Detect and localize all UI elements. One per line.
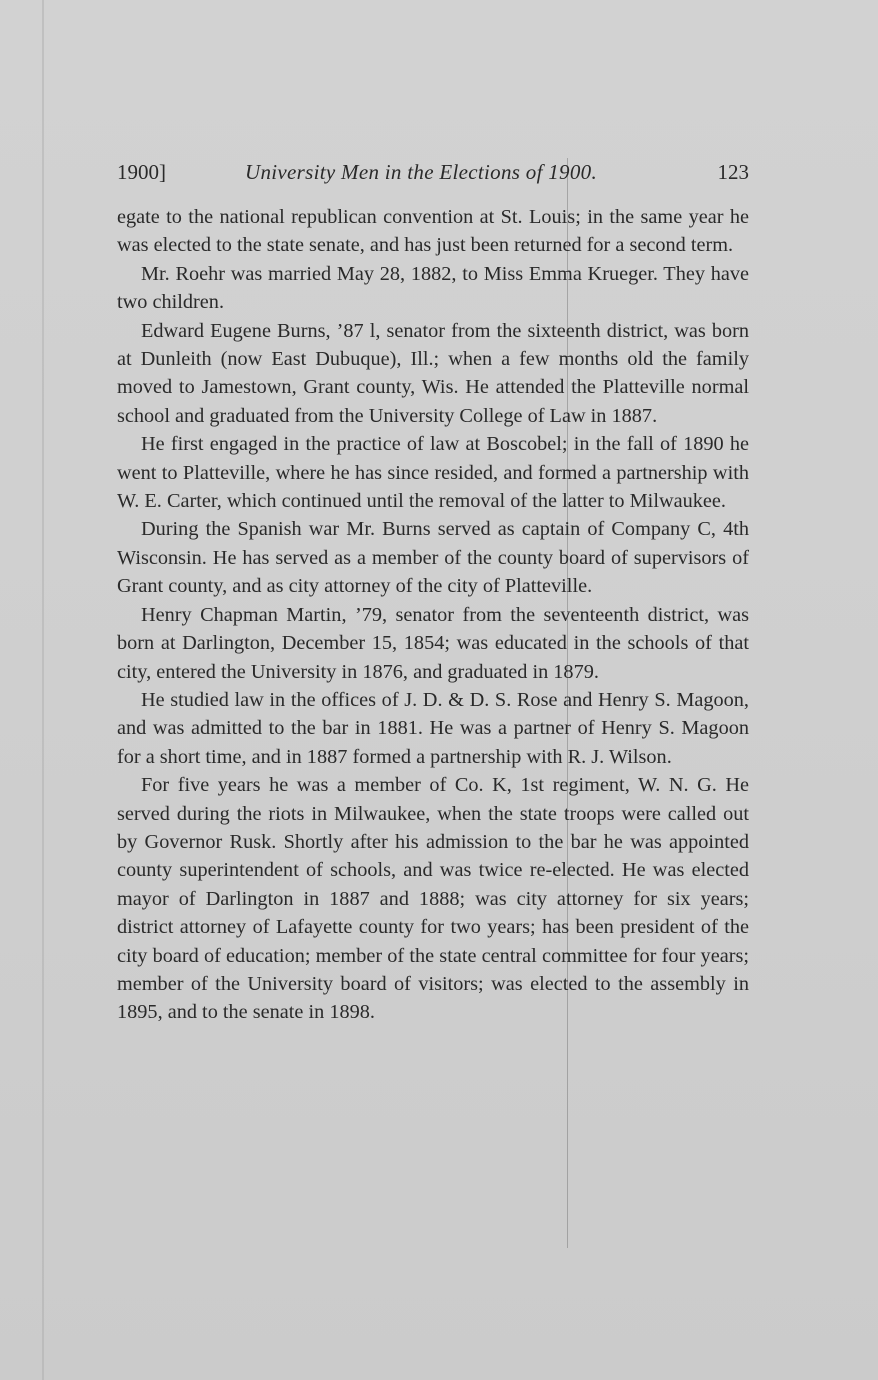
paragraph: Henry Chapman Martin, ’79, senator from the seventeenth district, was born at Darlington, December 15, 1854; was educated in the schools of that city, entered the University in 1876, and graduated in 1879. — [117, 603, 749, 683]
body-text — [117, 203, 749, 1027]
paragraph: For five years he was a member of Co. K, 1st regiment, W. N. G. He served during the riots in Milwaukee, when the state troops were called out by Governor Rusk. Shortly after his admission to the bar he was appointed county superintendent of schools, and was twice re-elected. He was elected mayor of Darlington in 1887 and 1888; was city attorney for six years; district attorney of Lafayette county for two years; has been president of the city board of education; member of the state central committee for four years; member of the University board of visitors; was elected to the assembly in 1895, and to the senate in 1898. — [117, 774, 749, 1024]
paragraph: He studied law in the offices of J. D. & D. S. Rose and Henry S. Magoon, and was admitted to the bar in 1881. He was a partner of Henry S. Magoon for a short time, and in 1887 formed a partnership with R. J. Wilson. — [117, 688, 749, 768]
header-title: University Men in the Elections of 1900. — [245, 160, 598, 184]
paragraph: During the Spanish war Mr. Burns served as captain of Company C, 4th Wisconsin. He has served as a member of the county board of supervisors of Grant county, and as city attorney of the city of Platteville. — [117, 518, 749, 598]
running-header — [117, 157, 749, 189]
paragraph: Mr. Roehr was married May 28, 1882, to Miss Emma Krueger. They have two children. — [117, 262, 749, 314]
header-page-number: 123 — [717, 160, 749, 184]
header-year: 1900] — [117, 160, 166, 184]
paragraph-continuation: egate to the national republican convention at St. Louis; in the same year he was elected to the state senate, and has just been returned for a second term. — [117, 206, 749, 257]
paragraph: Edward Eugene Burns, ’87 l, senator from the sixteenth district, was born at Dunleith (now East Dubuque), Ill.; when a few months old the family moved to Jamestown, Grant county, Wis. He attended the Platteville normal school and graduated from the University College of Law in 1887. — [117, 319, 749, 427]
paragraph: He first engaged in the practice of law at Boscobel; in the fall of 1890 he went to Platteville, where he has since resided, and formed a partnership with W. E. Carter, which continued until the removal of the latter to Milwaukee. — [117, 433, 749, 513]
page-fold-shadow — [42, 0, 44, 1380]
